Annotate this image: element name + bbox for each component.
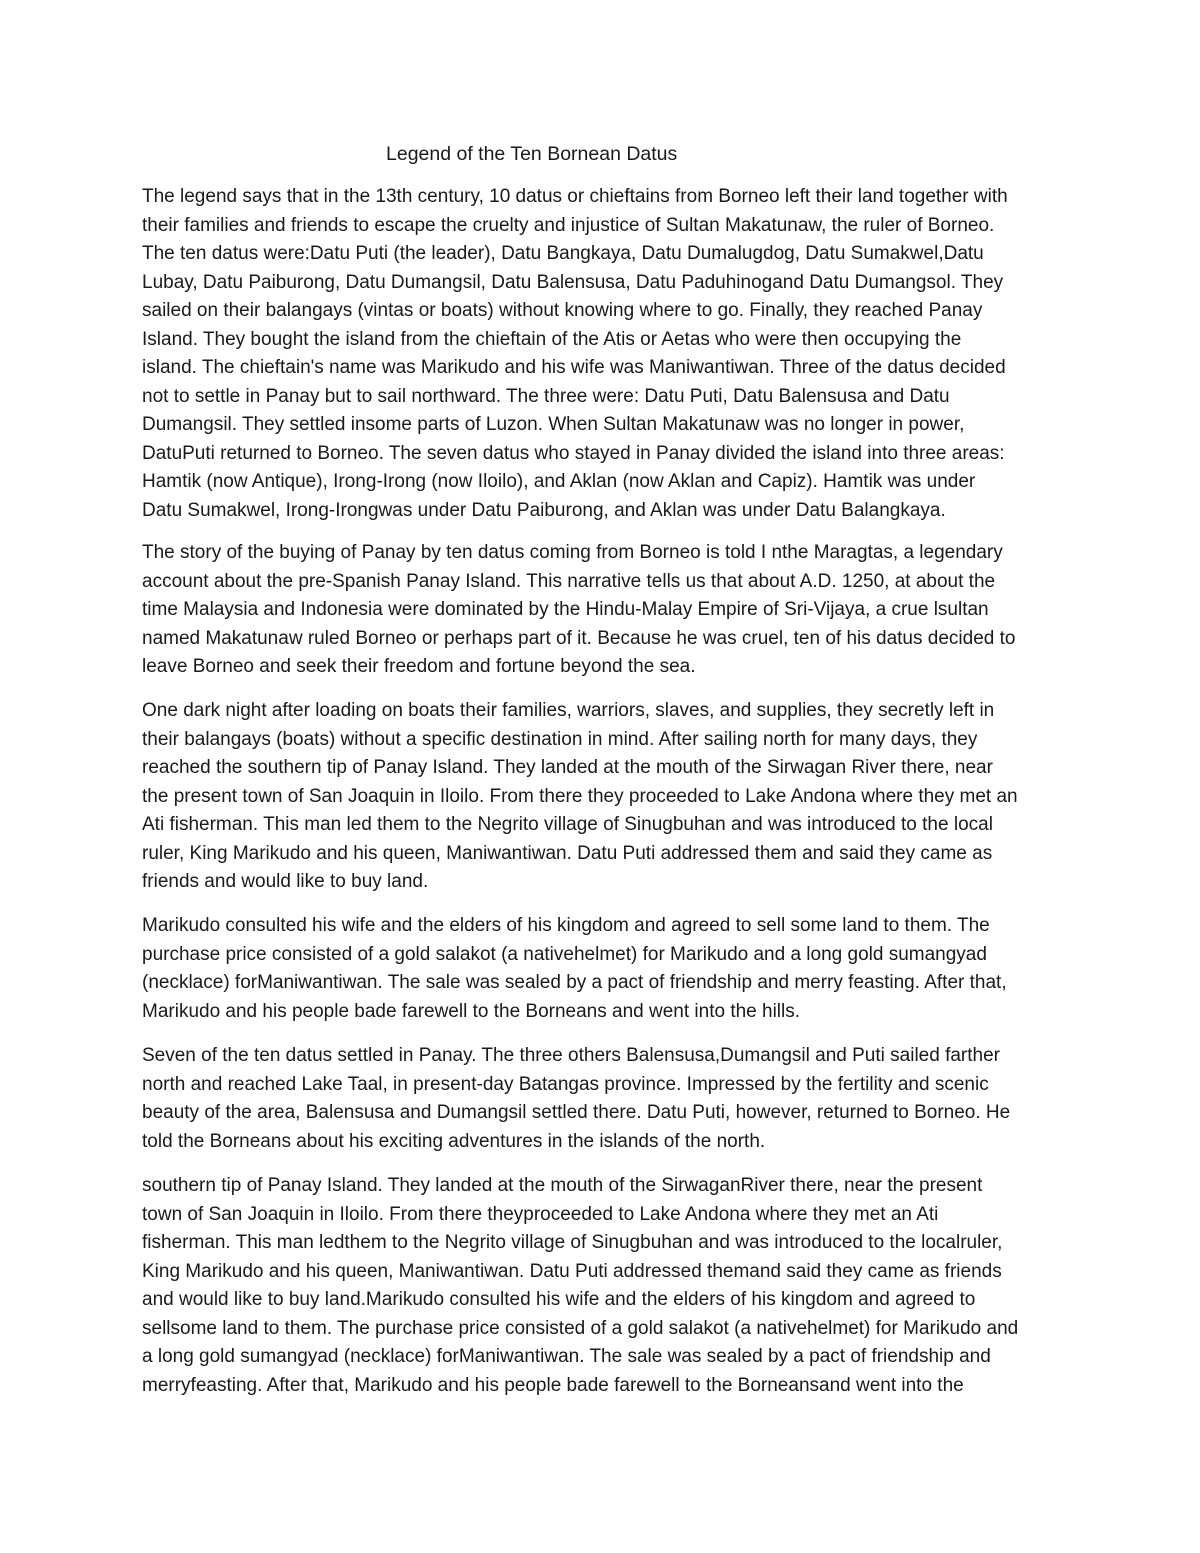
paragraph-line: north and reached Lake Taal, in present-day Batangas province. Impressed by the fertility and scenic (142, 1073, 989, 1095)
paragraph-line: purchase price consisted of a gold salakot (a nativehelmet) for Marikudo and a long gold sumangyad (142, 943, 987, 965)
paragraph-line: ruler, King Marikudo and his queen, Maniwantiwan. Datu Puti addressed them and said they came as (142, 842, 993, 864)
paragraph-line: The story of the buying of Panay by ten datus coming from Borneo is told I nthe Maragtas, a legendary (142, 542, 1003, 563)
paragraph-line: not to settle in Panay but to sail northward. The three were: Datu Puti, Datu Balensusa and Datu (142, 385, 950, 407)
paragraph-line: Marikudo consulted his wife and the elders of his kingdom and agreed to sell some land to them. The (142, 915, 990, 936)
paragraph-line: time Malaysia and Indonesia were dominated by the Hindu-Malay Empire of Sri-Vijaya, a crue lsultan (142, 599, 989, 620)
paragraph-line: Dumangsil. They settled insome parts of Luzon. When Sultan Makatunaw was no longer in power, (142, 414, 965, 435)
paragraph-2 (142, 539, 1082, 682)
paragraph-line: merryfeasting. After that, Marikudo and his people bade farewell to the Borneansand went into the (142, 1374, 964, 1396)
paragraph-line: DatuPuti returned to Borneo. The seven datus who stayed in Panay divided the island into three areas: (142, 442, 1005, 464)
paragraph-line: King Marikudo and his queen, Maniwantiwan. Datu Puti addressed themand said they came as friends (142, 1260, 1002, 1282)
paragraph-line: account about the pre-Spanish Panay Island. This narrative tells us that about A.D. 1250, at about the (142, 570, 996, 592)
paragraph-line: reached the southern tip of Panay Island. They landed at the mouth of the Sirwagan River there, near (142, 757, 993, 778)
paragraph-line: leave Borneo and seek their freedom and fortune beyond the sea. (142, 656, 696, 677)
paragraph-6 (142, 1172, 1082, 1400)
paragraph-line: a long gold sumangyad (necklace) forManiwantiwan. The sale was sealed by a pact of friendship and (142, 1346, 991, 1367)
paragraph-line: sellsome land to them. The purchase price consisted of a gold salakot (a nativehelmet) for Marikudo and (142, 1317, 1019, 1339)
paragraph-4 (142, 912, 1082, 1026)
paragraph-line: told the Borneans about his exciting adventures in the islands of the north. (142, 1130, 766, 1152)
paragraph-line: Seven of the ten datus settled in Panay. The three others Balensusa,Dumangsil and Puti sailed farther (142, 1045, 1000, 1066)
paragraph-line: Hamtik (now Antique), Irong-Irong (now Iloilo), and Aklan (now Aklan and Capiz). Hamtik was under (142, 471, 976, 492)
paragraph-line: (necklace) forManiwantiwan. The sale was sealed by a pact of friendship and merry feasting. After that, (142, 972, 1007, 993)
paragraph-line: beauty of the area, Balensusa and Dumangsil settled there. Datu Puti, however, returned to Borneo. He (142, 1102, 1011, 1123)
paragraph-1 (142, 183, 1082, 525)
paragraph-line: southern tip of Panay Island. They landed at the mouth of the SirwaganRiver there, near the present (142, 1175, 983, 1196)
paragraph-line: Island. They bought the island from the chieftain of the Atis or Aetas who were then occupying the (142, 328, 962, 350)
paragraph-line: The ten datus were:Datu Puti (the leader), Datu Bangkaya, Datu Dumalugdog, Datu Sumakwel,Datu (142, 243, 984, 264)
paragraph-line: One dark night after loading on boats their families, warriors, slaves, and supplies, they secretly left in (142, 700, 995, 721)
paragraph-line: The legend says that in the 13th century, 10 datus or chieftains from Borneo left their land together with (142, 186, 1008, 207)
paragraph-line: named Makatunaw ruled Borneo or perhaps part of it. Because he was cruel, ten of his datus decided to (142, 627, 1016, 649)
paragraph-line: their balangays (boats) without a specific destination in mind. After sailing north for many days, they (142, 728, 978, 750)
paragraph-line: sailed on their balangays (vintas or boats) without knowing where to go. Finally, they reached Panay (142, 300, 983, 321)
paragraph-line: Ati fisherman. This man led them to the Negrito village of Sinugbuhan and was introduced to the local (142, 814, 993, 835)
paragraph-line: friends and would like to buy land. (142, 871, 429, 892)
paragraph-5 (142, 1042, 1082, 1156)
paragraph-line: the present town of San Joaquin in Iloilo. From there they proceeded to Lake Andona where they met an (142, 785, 1018, 807)
paragraph-line: Datu Sumakwel, Irong-Irongwas under Datu Paiburong, and Aklan was under Datu Balangkaya. (142, 499, 946, 521)
paragraph-line: island. The chieftain's name was Marikudo and his wife was Maniwantiwan. Three of the datus decided (142, 357, 1006, 378)
paragraph-line: their families and friends to escape the cruelty and injustice of Sultan Makatunaw, the ruler of Borneo. (142, 214, 995, 236)
paragraph-3 (142, 697, 1082, 897)
paragraph-line: and would like to buy land.Marikudo consulted his wife and the elders of his kingdom and agreed to (142, 1289, 976, 1310)
paragraph-line: Marikudo and his people bade farewell to the Borneans and went into the hills. (142, 1000, 801, 1022)
paragraph-line: Lubay, Datu Paiburong, Datu Dumangsil, Datu Balensusa, Datu Paduhinogand Datu Dumangsol. They (142, 271, 1004, 293)
document-title: Legend of the Ten Bornean Datus (386, 143, 678, 165)
paragraph-line: fisherman. This man ledthem to the Negrito village of Sinugbuhan and was introduced to the localruler, (142, 1232, 1003, 1253)
paragraph-line: town of San Joaquin in Iloilo. From there theyproceeded to Lake Andona where they met an Ati (142, 1203, 939, 1225)
